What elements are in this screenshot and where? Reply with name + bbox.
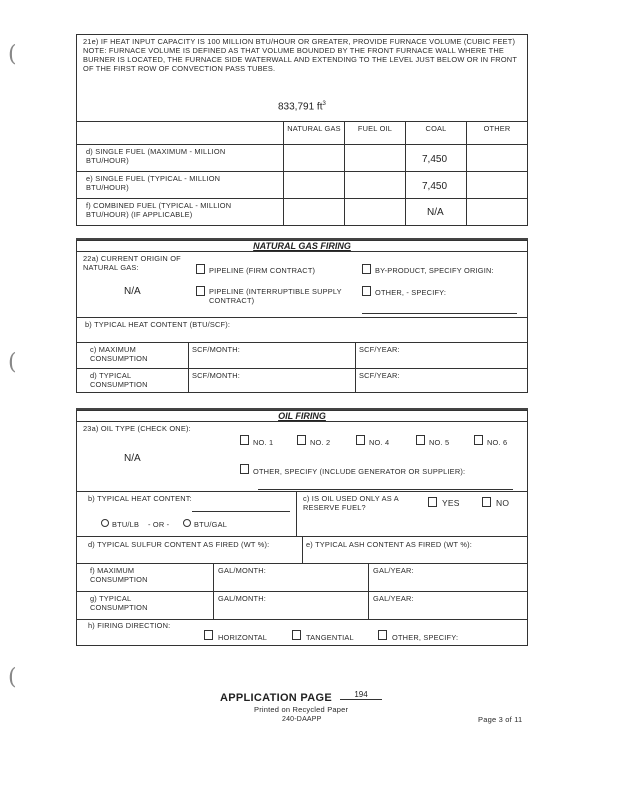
- footer-title: APPLICATION PAGE: [220, 692, 332, 704]
- col-natural-gas: NATURAL GAS: [287, 124, 341, 133]
- no1-label: NO. 1: [253, 438, 274, 447]
- footer-page-of: Page 3 of 11: [478, 715, 523, 724]
- col-fuel-oil: FUEL OIL: [357, 124, 393, 133]
- gas-q-d: d) TYPICAL CONSUMPTION: [90, 371, 148, 389]
- furnace-volume: 833,791 $ft^3$: [278, 101, 326, 113]
- oil-q-d: d) TYPICAL SULFUR CONTENT AS FIRED (WT %):: [88, 540, 270, 549]
- oil-q-c: c) IS OIL USED ONLY AS A RESERVE FUEL?: [303, 494, 399, 512]
- horizontal-checkbox[interactable]: [204, 630, 213, 640]
- row-rule: [76, 563, 528, 564]
- gas-max-scf-month: SCF/MONTH:: [192, 345, 240, 354]
- table-rule: [466, 121, 467, 226]
- horizontal-label: HORIZONTAL: [218, 633, 268, 642]
- col-other: OTHER: [483, 124, 511, 133]
- gas-q22a: 22a) CURRENT ORIGIN OF NATURAL GAS:: [83, 254, 181, 272]
- oil-q-b: b) TYPICAL HEAT CONTENT:: [88, 494, 192, 503]
- row-rule: [76, 342, 528, 343]
- row-f-label: f) COMBINED FUEL (TYPICAL - MILLION BTU/HOUR) (IF APPLICABLE): [86, 201, 232, 219]
- gas-q-b: b) TYPICAL HEAT CONTENT (BTU/SCF):: [85, 320, 231, 329]
- oil-typ-gal-month: GAL/MONTH:: [218, 594, 266, 603]
- reserve-no-checkbox[interactable]: [482, 497, 491, 507]
- tangential-checkbox[interactable]: [292, 630, 301, 640]
- byproduct-label: BY-PRODUCT, SPECIFY ORIGIN:: [375, 266, 494, 275]
- row-rule: [76, 591, 528, 592]
- reserve-yes-label: YES: [442, 498, 460, 508]
- oil-q-h: h) FIRING DIRECTION:: [88, 621, 171, 630]
- header-rule: [76, 421, 528, 422]
- footer-recycled: Printed on Recycled Paper: [254, 705, 349, 714]
- question-21e: 21e) IF HEAT INPUT CAPACITY IS 100 MILLION BTU/HOUR OR GREATER, PROVIDE FURNACE VOLUME (CUBIC FEET) NOTE: FURNACE VOLUME IS DEFINED AS THAT VOLUME BOUNDED BY THE FRONT FURNACE WALL WHERE THE BURNER IS LOCATED, THE FURNACE SIDE WATERWALL AND EXTENDING TO THE LEVEL JUST BELOW OR IN FRONT OF THE FIRST ROW OF CONVECTION PASS TUBES.: [83, 37, 517, 73]
- col-rule: [302, 536, 303, 563]
- gas-other-checkbox[interactable]: [362, 286, 371, 296]
- scan-mark: (: [8, 350, 17, 375]
- specify-line: [362, 313, 517, 314]
- gas-q-c: c) MAXIMUM CONSUMPTION: [90, 345, 148, 363]
- row-f-coal: N/A: [427, 207, 444, 218]
- gas-na: N/A: [124, 286, 141, 297]
- scan-mark: (: [8, 42, 17, 67]
- no4-checkbox[interactable]: [356, 435, 365, 445]
- byproduct-checkbox[interactable]: [362, 264, 371, 274]
- btu-lb-radio[interactable]: [101, 519, 109, 527]
- row-rule: [76, 491, 528, 492]
- oil-header: OIL FIRING: [278, 411, 326, 421]
- no4-label: NO. 4: [369, 438, 390, 447]
- specify-line: [258, 489, 513, 490]
- col-rule: [296, 491, 297, 536]
- col-coal: COAL: [425, 124, 447, 133]
- row-e-coal: 7,450: [422, 181, 448, 192]
- oil-other-checkbox[interactable]: [240, 464, 249, 474]
- row-d-label: d) SINGLE FUEL (MAXIMUM - MILLION BTU/HOUR): [86, 147, 226, 165]
- row-e-label: e) SINGLE FUEL (TYPICAL - MILLION BTU/HOUR): [86, 174, 221, 192]
- oil-q-g: g) TYPICAL CONSUMPTION: [90, 594, 148, 612]
- reserve-no-label: NO: [496, 498, 510, 508]
- pipeline-interruptible-checkbox[interactable]: [196, 286, 205, 296]
- oil-typ-gal-year: GAL/YEAR:: [373, 594, 414, 603]
- reserve-yes-checkbox[interactable]: [428, 497, 437, 507]
- gas-typ-scf-month: SCF/MONTH:: [192, 371, 240, 380]
- gas-other-label: OTHER, - SPECIFY:: [375, 288, 447, 297]
- pipeline-firm-checkbox[interactable]: [196, 264, 205, 274]
- gas-typ-scf-year: SCF/YEAR:: [359, 371, 400, 380]
- pipeline-firm-label: PIPELINE (FIRM CONTRACT): [209, 266, 316, 275]
- no6-label: NO. 6: [487, 438, 508, 447]
- footer-page-number: 194: [340, 690, 382, 700]
- row-d-coal: 7,450: [422, 154, 448, 165]
- heat-content-line: [192, 511, 290, 512]
- table-rule: [76, 144, 528, 145]
- table-rule: [76, 171, 528, 172]
- oil-q-e: e) TYPICAL ASH CONTENT AS FIRED (WT %):: [306, 540, 473, 549]
- no5-checkbox[interactable]: [416, 435, 425, 445]
- row-rule: [76, 368, 528, 369]
- btu-lb-label: BTU/LB: [112, 520, 140, 529]
- oil-max-gal-year: GAL/YEAR:: [373, 566, 414, 575]
- oil-na: N/A: [124, 453, 141, 464]
- table-rule: [344, 121, 345, 226]
- no6-checkbox[interactable]: [474, 435, 483, 445]
- other-direction-label: OTHER, SPECIFY:: [392, 633, 459, 642]
- btu-gal-radio[interactable]: [183, 519, 191, 527]
- no1-checkbox[interactable]: [240, 435, 249, 445]
- gas-max-scf-year: SCF/YEAR:: [359, 345, 400, 354]
- footer-form-id: 240-DAAPP: [282, 716, 322, 723]
- scan-mark: (: [8, 665, 17, 690]
- oil-other-label: OTHER, SPECIFY (INCLUDE GENERATOR OR SUPPLIER):: [253, 467, 466, 476]
- or-label: - OR -: [148, 520, 170, 529]
- other-direction-checkbox[interactable]: [378, 630, 387, 640]
- no5-label: NO. 5: [429, 438, 450, 447]
- gas-header: NATURAL GAS FIRING: [253, 241, 351, 251]
- oil-max-gal-month: GAL/MONTH:: [218, 566, 266, 575]
- btu-gal-label: BTU/GAL: [194, 520, 228, 529]
- no2-label: NO. 2: [310, 438, 331, 447]
- table-rule: [283, 121, 284, 226]
- tangential-label: TANGENTIAL: [306, 633, 354, 642]
- no2-checkbox[interactable]: [297, 435, 306, 445]
- table-rule: [76, 198, 528, 199]
- pipeline-interruptible-label: PIPELINE (INTERRUPTIBLE SUPPLY CONTRACT): [209, 287, 342, 305]
- table-rule: [76, 121, 528, 122]
- oil-q23a: 23a) OIL TYPE (CHECK ONE):: [83, 424, 191, 433]
- table-rule: [405, 121, 406, 226]
- header-rule: [76, 251, 528, 252]
- row-rule: [76, 317, 528, 318]
- oil-q-f: f) MAXIMUM CONSUMPTION: [90, 566, 148, 584]
- row-rule: [76, 619, 528, 620]
